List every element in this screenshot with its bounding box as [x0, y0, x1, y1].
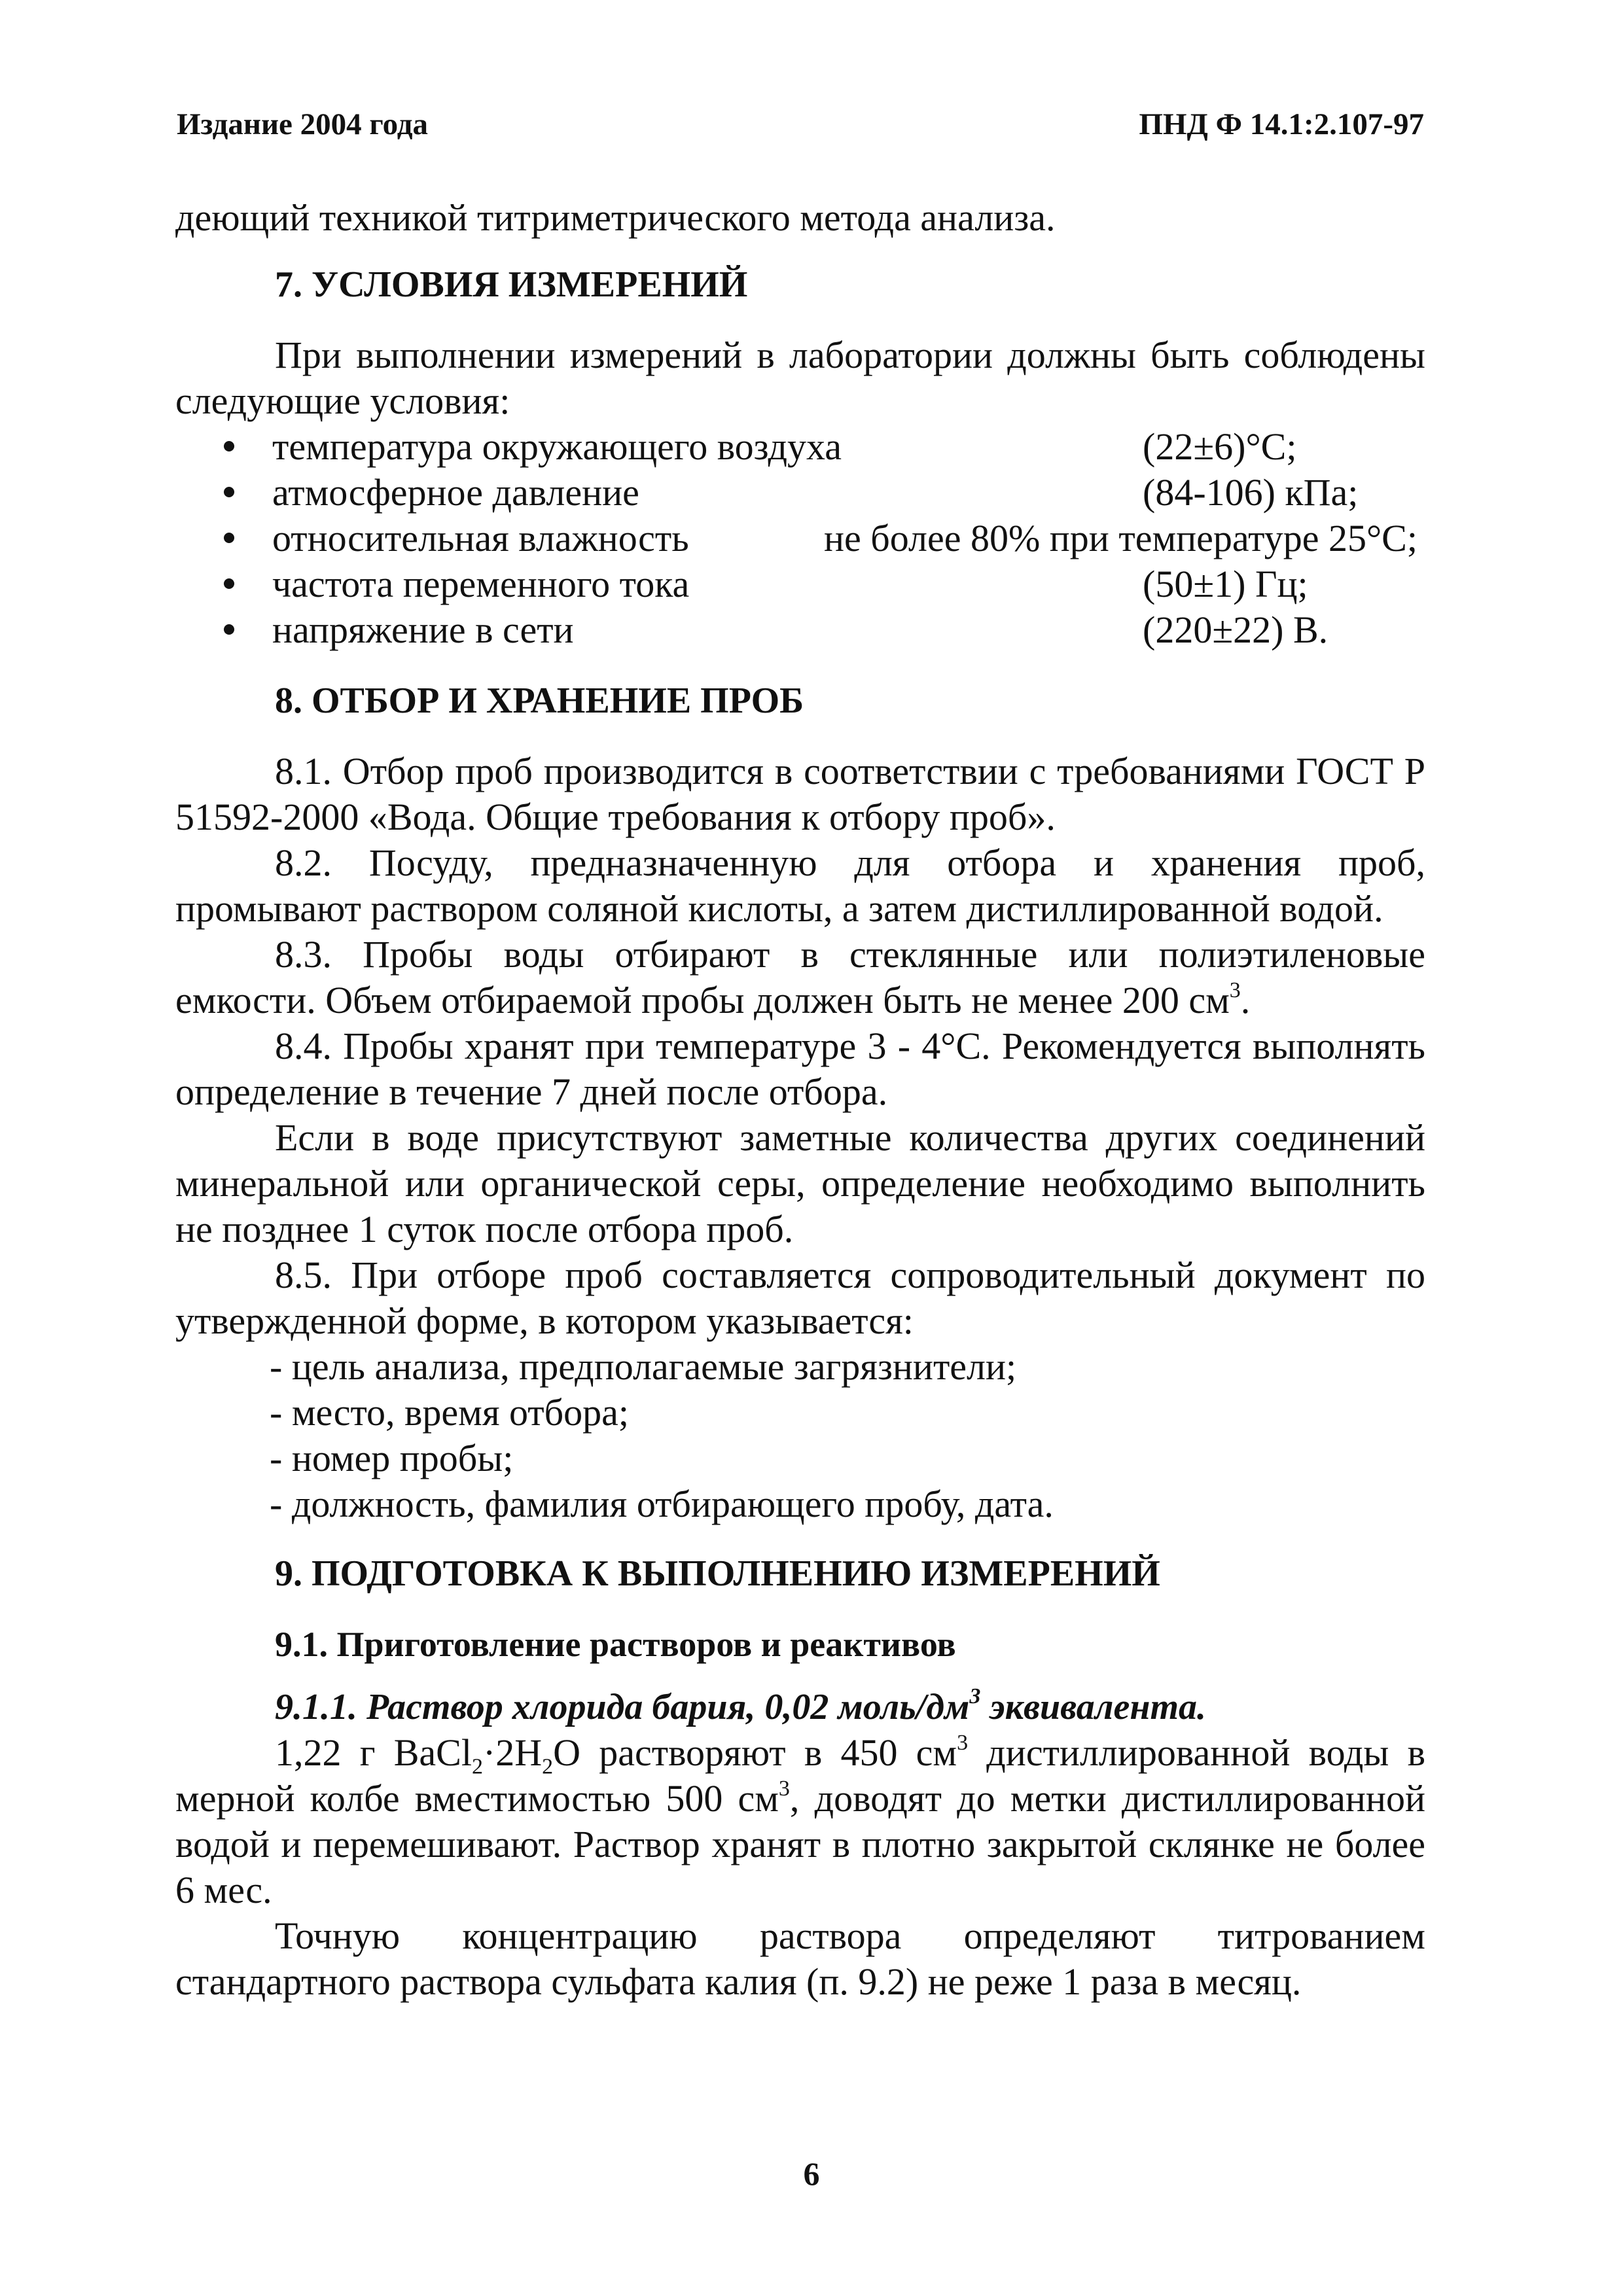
- list-item: - цель анализа, предполагаемые загрязнители;: [270, 1345, 1017, 1388]
- condition-value: (22±6)°С;: [1143, 425, 1297, 468]
- condition-value: не более 80% при температуре 25°С;: [824, 517, 1418, 559]
- paragraph-8-4: 8.4. Пробы хранят при температуре 3 - 4°С. Рекомендуется выполнять определение в течение 7 дней после отбора.: [175, 1025, 1425, 1113]
- condition-item: [175, 516, 1425, 561]
- list-item: - место, время отбора;: [270, 1391, 629, 1434]
- edition-header: Издание 2004 года: [177, 107, 428, 141]
- text-run: O растворяют в 450 см: [553, 1731, 957, 1774]
- condition-item: [175, 561, 1425, 607]
- superscript: 3: [957, 1730, 969, 1755]
- bullet-icon: [224, 533, 234, 543]
- document-code-header: ПНД Ф 14.1:2.107-97: [1139, 107, 1424, 141]
- paragraph-9-1-1: [175, 1730, 1425, 1913]
- paragraph-8-1: 8.1. Отбор проб производится в соответствии с требованиями ГОСТ Р 51592-2000 «Вода. Общие требования к отбору проб».: [175, 750, 1425, 838]
- condition-label: атмосферное давление: [272, 471, 639, 514]
- bullet-icon: [224, 578, 234, 589]
- conditions-list: [175, 424, 1425, 653]
- condition-label: относительная влажность: [272, 517, 689, 559]
- text-run: 1,22 г BaCl: [275, 1731, 472, 1774]
- continuation-text: деющий техникой титриметрического метода анализа.: [175, 196, 1056, 239]
- document-fields-list: [175, 1344, 1425, 1527]
- subsection-9-1-1-end: эквивалента.: [980, 1687, 1207, 1727]
- condition-value: (220±22) В.: [1143, 609, 1329, 651]
- paragraph-8-4-note: Если в воде присутствуют заметные количества других соединений минеральной или органической серы, определение необходимо выполнить не позднее 1 суток после отбора проб.: [175, 1116, 1425, 1250]
- subscript: 2: [542, 1754, 554, 1779]
- section-9-title: 9. ПОДГОТОВКА К ВЫПОЛНЕНИЮ ИЗМЕРЕНИЙ: [275, 1553, 1160, 1594]
- paragraph-8-3-end: .: [1240, 979, 1251, 1021]
- subsection-9-1-title: 9.1. Приготовление растворов и реактивов: [275, 1625, 956, 1664]
- condition-item: [175, 470, 1425, 516]
- text-run: дистиллированной воды в мерной колбе вместимостью 500 см: [175, 1731, 1425, 1820]
- condition-label: напряжение в сети: [272, 609, 574, 651]
- list-item: - номер пробы;: [270, 1437, 514, 1479]
- condition-label: частота переменного тока: [272, 563, 690, 605]
- paragraph-9-1-1-note: Точную концентрацию раствора определяют титрованием стандартного раствора сульфата калия (п. 9.2) не реже 1 раза в месяц.: [175, 1915, 1425, 2003]
- section-7-intro: При выполнении измерений в лаборатории должны быть соблюдены следующие условия:: [175, 334, 1425, 422]
- bullet-icon: [224, 624, 234, 635]
- subsection-9-1-1-title: [275, 1684, 1425, 1730]
- paragraph-8-2: 8.2. Посуду, предназначенную для отбора и хранения проб, промывают раствором соляной кислоты, а затем дистиллированной водой.: [175, 841, 1425, 930]
- condition-item: [175, 424, 1425, 470]
- list-item: - должность, фамилия отбирающего пробу, дата.: [270, 1483, 1054, 1525]
- text-run: ·2H: [482, 1731, 543, 1774]
- condition-value: (84-106) кПа;: [1143, 471, 1359, 514]
- paragraph-8-3-text: 8.3. Пробы воды отбирают в стеклянные или полиэтиленовые емкости. Объем отбираемой пробы должен быть не менее 200 см: [175, 933, 1425, 1021]
- superscript: 3: [969, 1684, 981, 1709]
- text-run: , доводят до метки дистиллированной водой и перемешивают. Раствор хранят в плотно закрытой склянке не более 6 мес.: [175, 1777, 1425, 1911]
- bullet-icon: [224, 441, 234, 451]
- subscript: 2: [471, 1754, 483, 1779]
- condition-value: (50±1) Гц;: [1143, 563, 1308, 605]
- condition-item: [175, 607, 1425, 653]
- page-number: 6: [803, 2155, 820, 2192]
- section-7-title: 7. УСЛОВИЯ ИЗМЕРЕНИЙ: [275, 264, 748, 305]
- paragraph-8-3: [175, 932, 1425, 1023]
- condition-label: температура окружающего воздуха: [272, 425, 842, 468]
- subsection-9-1-1-text: 9.1.1. Раствор хлорида бария, 0,02 моль/дм: [275, 1687, 970, 1727]
- paragraph-8-5: 8.5. При отборе проб составляется сопроводительный документ по утвержденной форме, в котором указывается:: [175, 1254, 1425, 1342]
- bullet-icon: [224, 487, 234, 497]
- superscript: 3: [1229, 978, 1241, 1002]
- section-8-title: 8. ОТБОР И ХРАНЕНИЕ ПРОБ: [275, 680, 804, 721]
- page-content: [175, 195, 1425, 2005]
- superscript: 3: [778, 1776, 790, 1801]
